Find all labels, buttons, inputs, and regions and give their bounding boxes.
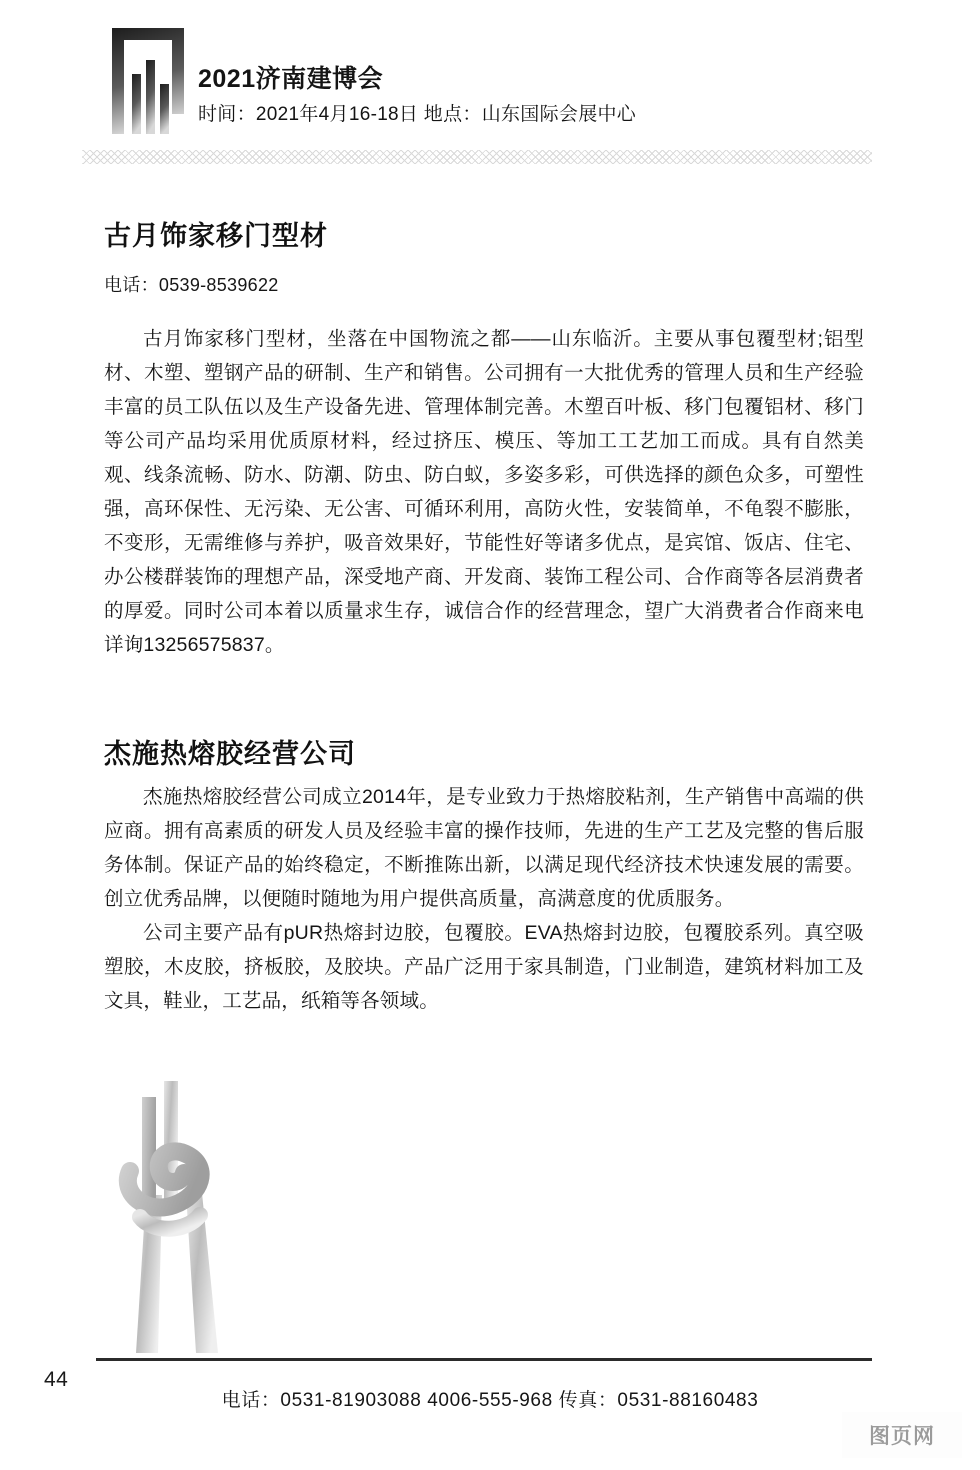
section-paragraph: 公司主要产品有pUR热熔封边胶，包覆胶。EVA热熔封边胶，包覆胶系列。真空吸塑胶，木皮胶，挤板胶，及胶块。产品广泛用于家具制造，门业制造，建筑材料加工及文具，鞋业，工艺品，纸箱等各领域。	[104, 922, 864, 1012]
watermark	[842, 1412, 962, 1458]
header-divider	[82, 150, 872, 164]
page-header	[0, 0, 980, 170]
watermark-text: 图页网	[869, 1425, 935, 1448]
section-title: 杰施热熔胶经营公司	[104, 739, 356, 769]
section-paragraph: 古月饰家移门型材，坐落在中国物流之都——山东临沂。主要从事包覆型材;铝型材、木塑、塑钢产品的研制、生产和销售。公司拥有一大批优秀的管理人员和生产经验丰富的员工队伍以及生产设备先进、管理体制完善。木塑百叶板、移门包覆铝材、移门等公司产品均采用优质原材料，经过挤压、模压、等加工工艺加工而成。具有自然美观、线条流畅、防水、防潮、防虫、防白蚁，多姿多彩，可供选择的颜色众多，可塑性强，高环保性、无污染、无公害、可循环利用，高防火性，安装简单，不龟裂不膨胀，不变形，无需维修与养护，吸音效果好，节能性好等诸多优点，是宾馆、饭店、住宅、办公楼群装饰的理想产品，深受地产商、开发商、装饰工程公司、合作商等各层消费者的厚爱。同时公司本着以质量求生存，诚信合作的经营理念，望广大消费者合作商来电详询13256575837。	[104, 328, 864, 656]
sculpture-photo	[100, 1075, 260, 1355]
expo-title: 2021济南建博会	[198, 65, 384, 93]
header-text-block	[198, 62, 636, 130]
section-title: 古月饰家移门型材	[104, 221, 328, 251]
article-content	[104, 216, 864, 1028]
section-spacer	[104, 672, 864, 734]
section-phone: 电话：0539-8539622	[104, 275, 279, 295]
expo-subtitle: 时间：2021年4月16-18日 地点：山东国际会展中心	[198, 104, 637, 125]
section-jieshi	[104, 734, 864, 1018]
section-guyueshijia	[104, 216, 864, 662]
jinan-expo-logo	[104, 22, 192, 138]
footer-divider	[96, 1358, 872, 1361]
footer-contact: 电话：0531-81903088 4006-555-968 传真：0531-88160483	[221, 1390, 759, 1411]
section-paragraph: 杰施热熔胶经营公司成立2014年，是专业致力于热熔胶粘剂，生产销售中高端的供应商。拥有高素质的研发人员及经验丰富的操作技师，先进的生产工艺及完整的售后服务体制。保证产品的始终稳定，不断推陈出新，以满足现代经济技术快速发展的需要。创立优秀品牌，以便随时随地为用户提供高质量，高满意度的优质服务。	[104, 786, 864, 910]
page-number: 44	[44, 1368, 69, 1391]
